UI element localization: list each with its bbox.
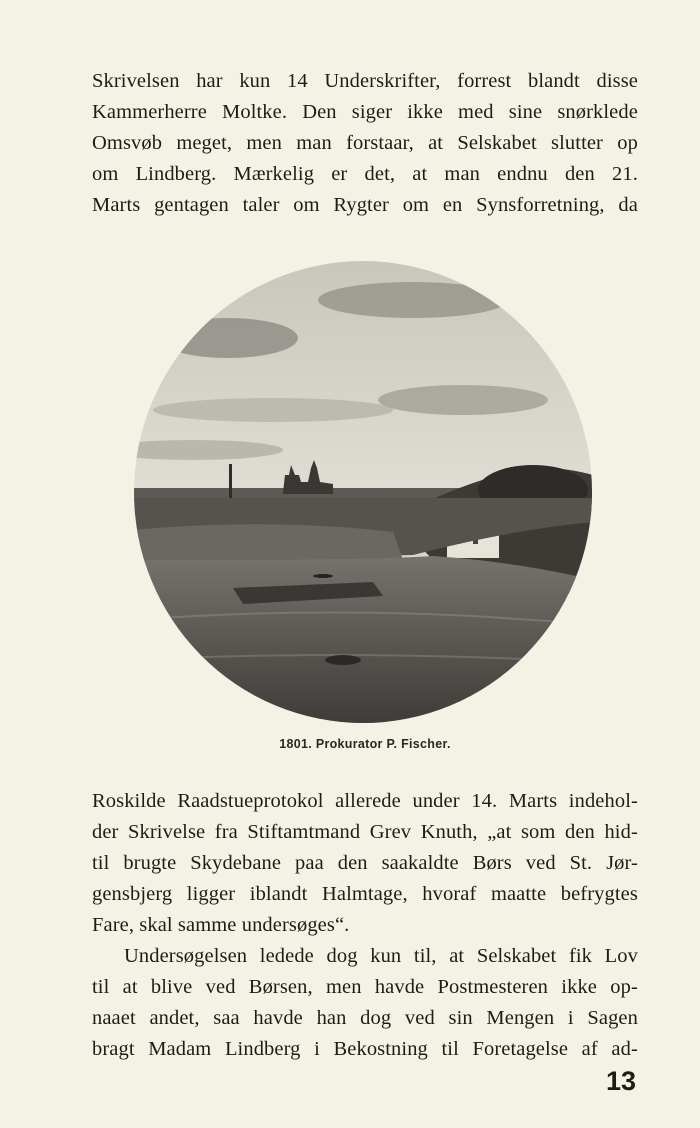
word: men [246, 132, 282, 154]
word: Undersøgelsen [124, 945, 248, 967]
word: Jør- [606, 852, 638, 874]
word: den [564, 163, 595, 185]
word: op [617, 132, 638, 154]
figure-caption: 1801. Prokurator P. Fischer. [279, 737, 451, 751]
word: Knuth, [420, 821, 478, 843]
word: ligger [186, 883, 236, 905]
paragraph-top [92, 66, 638, 221]
text-line [92, 941, 638, 972]
word: ved [525, 852, 556, 874]
word: en [442, 194, 463, 216]
word: kun [370, 945, 402, 967]
word: endnu [497, 163, 548, 185]
text-line [92, 1003, 638, 1034]
word: som [520, 821, 556, 843]
word: til [92, 852, 110, 874]
word: brugte [123, 852, 177, 874]
page-number: 13 [605, 1066, 636, 1096]
word: fik [568, 945, 593, 967]
word: Rygter [333, 194, 389, 216]
word: gensbjerg [92, 883, 173, 905]
word: siger [351, 101, 393, 123]
word: naaet [92, 1007, 136, 1029]
word: blandt [527, 70, 580, 92]
text-line: Fare, skal samme undersøges“. [92, 914, 350, 936]
word: slutter [551, 132, 603, 154]
text-line [92, 786, 638, 817]
word: saa [213, 1007, 240, 1029]
text-line [92, 848, 638, 879]
word: Marts [508, 790, 558, 812]
word: meget, [176, 132, 233, 154]
word: Synsforretning, [476, 194, 605, 216]
word: blive [150, 976, 193, 998]
word: hid- [604, 821, 638, 843]
word: andet, [149, 1007, 200, 1029]
word: Roskilde [92, 790, 166, 812]
word: 14. [471, 790, 498, 812]
word: om [293, 194, 320, 216]
word: Marts [92, 194, 141, 216]
word: taler [242, 194, 280, 216]
landscape-painting [133, 260, 593, 724]
word: Omsvøb [92, 132, 163, 154]
word: ledede [259, 945, 314, 967]
word: Grev [369, 821, 412, 843]
word: har [196, 70, 223, 92]
word: i [314, 1038, 320, 1060]
circular-landscape-illustration [133, 260, 593, 724]
text-line [92, 128, 638, 159]
word: af [581, 1038, 598, 1060]
word: til [441, 1038, 459, 1060]
word: under [412, 790, 460, 812]
word: om [92, 163, 119, 185]
word: sin [448, 1007, 473, 1029]
word: Selskabet [476, 945, 557, 967]
word: Lindberg [224, 1038, 301, 1060]
word: Foretagelse [472, 1038, 569, 1060]
word: Bekostning [333, 1038, 428, 1060]
word: der [92, 821, 119, 843]
word: man [444, 163, 481, 185]
word: Mengen [486, 1007, 555, 1029]
word: Postmesteren [437, 976, 549, 998]
word: Moltke. [222, 101, 288, 123]
word: Skydebane [190, 852, 282, 874]
word: disse [596, 70, 638, 92]
text-line [92, 817, 638, 848]
word: havde [253, 1007, 303, 1029]
word: til [92, 976, 110, 998]
text-line [92, 190, 638, 221]
word: Halmtage, [321, 883, 408, 905]
word: den [565, 821, 595, 843]
word: ikke [407, 101, 443, 123]
word: „at [487, 821, 512, 843]
word: Madam [148, 1038, 212, 1060]
word: sine [508, 101, 543, 123]
text-line [92, 97, 638, 128]
word: men [325, 976, 362, 998]
word: Den [302, 101, 337, 123]
word: 21. [612, 163, 638, 185]
word: at [428, 132, 444, 154]
word: befrygtes [560, 883, 638, 905]
text-line [92, 159, 638, 190]
word: ved [205, 976, 236, 998]
word: dog [326, 945, 358, 967]
word: man [296, 132, 332, 154]
word: da [618, 194, 638, 216]
word: den [337, 852, 368, 874]
word: iblandt [249, 883, 308, 905]
word: 14 [287, 70, 308, 92]
word: ad- [611, 1038, 638, 1060]
word: Mærkelig [233, 163, 315, 185]
word: i [567, 1007, 574, 1029]
word: Børsen, [248, 976, 313, 998]
word: Skrivelse [128, 821, 206, 843]
word: Underskrifter, [324, 70, 441, 92]
word: om [402, 194, 430, 216]
word: at [449, 945, 465, 967]
word: Sagen [587, 1007, 638, 1029]
word: Kammerherre [92, 101, 207, 123]
word: op- [610, 976, 638, 998]
word: havde [374, 976, 425, 998]
word: maatte [490, 883, 547, 905]
word: paa [295, 852, 324, 874]
word: snørklede [557, 101, 638, 123]
text-line [92, 66, 638, 97]
text-line [92, 972, 638, 1003]
word: at [412, 163, 428, 185]
word: til, [413, 945, 437, 967]
paragraph-bottom [92, 786, 638, 1065]
word: Selskabet [457, 132, 537, 154]
word: hvoraf [422, 883, 477, 905]
word: indehol- [568, 790, 638, 812]
word: det, [364, 163, 396, 185]
text-line [92, 1034, 638, 1065]
word: er [331, 163, 348, 185]
word: at [122, 976, 138, 998]
word: St. [569, 852, 593, 874]
word: fra [214, 821, 238, 843]
word: ikke [561, 976, 597, 998]
word: Børs [472, 852, 512, 874]
word: han [316, 1007, 347, 1029]
word: forstaar, [346, 132, 414, 154]
text-line [92, 879, 638, 910]
word: ved [404, 1007, 435, 1029]
word: Stiftamtmand [247, 821, 361, 843]
word: Skrivelsen [92, 70, 180, 92]
word: med [458, 101, 494, 123]
word: forrest [457, 70, 512, 92]
word: gentagen [154, 194, 229, 216]
word: Lov [604, 945, 638, 967]
word: saakaldte [381, 852, 459, 874]
word: bragt [92, 1038, 135, 1060]
word: Raadstueprotokol [177, 790, 324, 812]
word: dog [360, 1007, 392, 1029]
word: allerede [335, 790, 401, 812]
word: Lindberg. [135, 163, 217, 185]
word: kun [239, 70, 271, 92]
